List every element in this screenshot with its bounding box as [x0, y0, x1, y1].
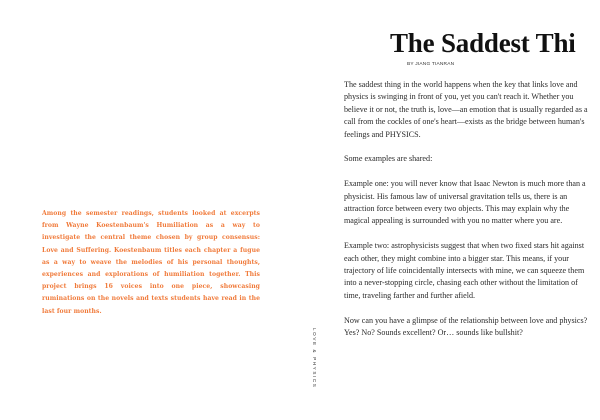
- body-paragraph-2: Some examples are shared:: [344, 154, 433, 164]
- spine-label: LOVE & PHYSICS: [312, 328, 317, 389]
- intro-blurb: Among the semester readings, students looked at excerpts from Wayne Koestenbaum's Humiliation as a way to investigate the central theme chosen by group consensus: Love and Suffering. Koestenbaum titles each chapter a fugue as a way to weave the melodies of his personal thoughts, experiences and explorations of humiliation together. This project brings 16 voices into one piece, showcasing ruminations on the novels and texts students have read in the last four months.: [42, 210, 260, 315]
- body-paragraph-4: Example two: astrophysicists suggest that when two fixed stars hit against each other, they might combine into a bigger star. This means, if your trajectory of life coincidentally intersects with mine, we can squeeze them into a never-stopping circle, chasing each other without the limitation of time, traveling farther and further afield.: [344, 241, 585, 300]
- article-body: [344, 79, 590, 339]
- byline: BY JIANG TIANRAN: [407, 62, 455, 67]
- body-paragraph-5: Now can you have a glimpse of the relationship between love and physics? Yes? No? Sounds excellent? Or… sounds like bullshit?: [344, 315, 588, 338]
- body-paragraph-3: Example one: you will never know that Isaac Newton is much more than a physicist. His famous law of universal gravitation tells us, there is an attraction force between every two objects. This may explain why the magical appealing is surrounded with you no matter where you are.: [344, 179, 586, 226]
- body-paragraph-1: The saddest thing in the world happens when the key that links love and physics is swinging in front of you, yet you can't reach it. Whether you believe it or not, the truth is, love—an emotion that is usually regarded as a call from the cockles of one's heart—exists as the bridge between human's feelings and PHYSICS.: [344, 80, 588, 139]
- article-title: The Saddest Thi: [390, 28, 576, 58]
